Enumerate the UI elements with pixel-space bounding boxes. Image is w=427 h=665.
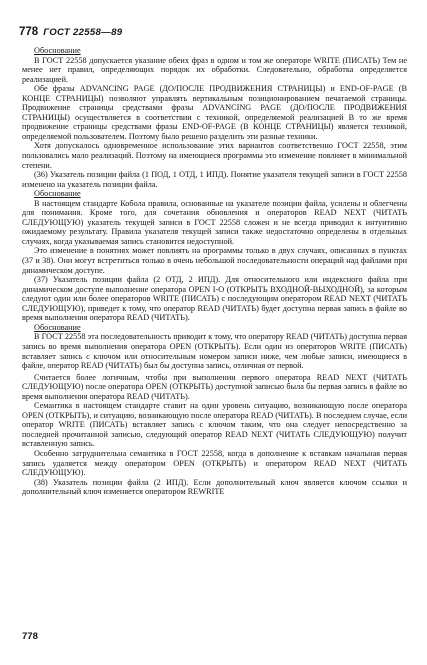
subheading-rationale: Обоснование (34, 46, 81, 55)
body-text (22, 46, 407, 497)
paragraph: (36) Указатель позиции файла (1 ПОД, 1 ОТД, 1 ИПД). Понятие указателя текущей записи в ГОСТ 22558 изменено на указатель позиции файла. (22, 170, 407, 189)
paragraph: Особенно затруднительна семантика в ГОСТ 22558, когда в дополнение к вставкам начальная первая запись удаляется между оператором OPEN (ОТКРЫТЬ) и оператором READ NEXT (ЧИТАТЬ СЛЕДУЮЩУЮ). (22, 448, 407, 478)
paragraph: Хотя допускалось одновременное использование этих вариантов соответственно ГОСТ 22558, этим пользовались мало реализаций. Поэтому на имеющиеся программы это изменение повлияет в минимальной степени. (22, 141, 407, 170)
paragraph: Семантика в настоящем стандарте ставит на один уровень ситуацию, возникающую после оператора OPEN (ОТКРЫТЬ), и ситуацию, возникающую после оператора READ (ЧИТАТЬ). В последнем случае, если оператор WRITE (ПИСАТЬ) вставляет запись с ключом таким, что она следует непосредственно за последней прочитанной записью, следующий оператор READ NEXT (ЧИТАТЬ СЛЕДУЮЩУЮ) получит вставленную запись. (22, 401, 407, 449)
header-page-number: 778 (19, 26, 39, 38)
paragraph: В настоящем стандарте Кобола правила, основанные на указателе позиции файла, усилены и облегчены для понимания. Кроме того, для сочетания обновления и операторов READ NEXT (ЧИТАТЬ СЛЕДУЮЩУЮ) указатель текущей записи в ГОСТ 22558 сложен и не всегда приводил к интуитивно ожидаемому результату. Правила указателя текущей записи также недостаточно определены в отдельных случаях, когда указываемая запись становится недоступной. (22, 198, 407, 246)
page-header (19, 26, 407, 38)
paragraph: В ГОСТ 22558 эта последовательность приводит к тому, что оператору READ (ЧИТАТЬ) доступна первая запись во время выполнения оператора OPEN (ОТКРЫТЬ). Если один из операторов WRITE (ПИСАТЬ) вставляет запись с ключом или относительным номером записи ниже, чем любые записи, имеющиеся в файле, оператор READ (ЧИТАТЬ) был бы доступна запись, отличная от первой. (22, 332, 407, 371)
header-standard: ГОСТ 22558—89 (43, 27, 123, 38)
paragraph: (38) Указатель позиции файла (2 ИПД). Если дополнительный ключ является ключом ссылки и дополнительный ключ изменяется оператором REWRITE (22, 477, 407, 497)
footer-page-number: 778 (22, 631, 38, 642)
paragraph: Считается более логичным, чтобы при выполнении первого оператора READ NEXT (ЧИТАТЬ СЛЕДУЮЩУЮ) после оператора OPEN (ОТКРЫТЬ) доступной записью была бы первая запись в файле во время выполнения оператора READ (ЧИТАТЬ). (22, 372, 407, 401)
subheading-rationale: Обоснование (34, 322, 81, 332)
subheading-rationale: Обоснование (34, 189, 81, 199)
paragraph: В ГОСТ 22558 допускается указание обеих фраз в одном и том же операторе WRITE (ПИСАТЬ) Тем не менее нет правил, определяющих порядок их обработки. Следовательно, обработка определяется реализацией. (22, 55, 407, 84)
paragraph: Это изменение в понятиях может повлиять на программы только в двух случаях, описанных в пунктах (37 и 38). Они могут встретиться только в очень небольшой последовательности операций над файлами при динамическом доступе. (22, 246, 407, 275)
paragraph: Обе фразы ADVANCING PAGE (ДО/ПОСЛЕ ПРОДВИЖЕНИЯ СТРАНИЦЫ) и END-OF-PAGE (В КОНЦЕ СТРАНИЦЫ) позволяют управлять вертикальным позиционированием печатаемой страницы. Продвижение страницы средствами фразы ADVANCING PAGE (ДО/ПОСЛЕ ПРОДВИЖЕНИЯ СТРАНИЦЫ) осуществляется в соответствии с техникой, определяемой реализацией В то же время продвижение страницы средствами фразы END-OF-PAGE (В КОНЦЕ СТРАНИЦЫ) является техникой, определяемой пользователем. Поэтому было решено разделить эти разные техники. (22, 84, 407, 141)
paragraph: (37) Указатель позиции файла (2 ОТД, 2 ИПД). Для относительного или индексного файла при динамическом доступе выполнение оператора OPEN I-O (ОТКРЫТЬ ВХОДНОЙ-ВЫХОДНОЙ), за которым следуют один или более операторов WRITE (ПИСАТЬ) с последующим оператором READ NEXT (ЧИТАТЬ СЛЕДУЮЩУЮ), приведет к тому, что оператор READ (ЧИТАТЬ) будет доступна первая запись в файле во время выполнения оператора READ (ЧИТАТЬ). (22, 275, 407, 323)
